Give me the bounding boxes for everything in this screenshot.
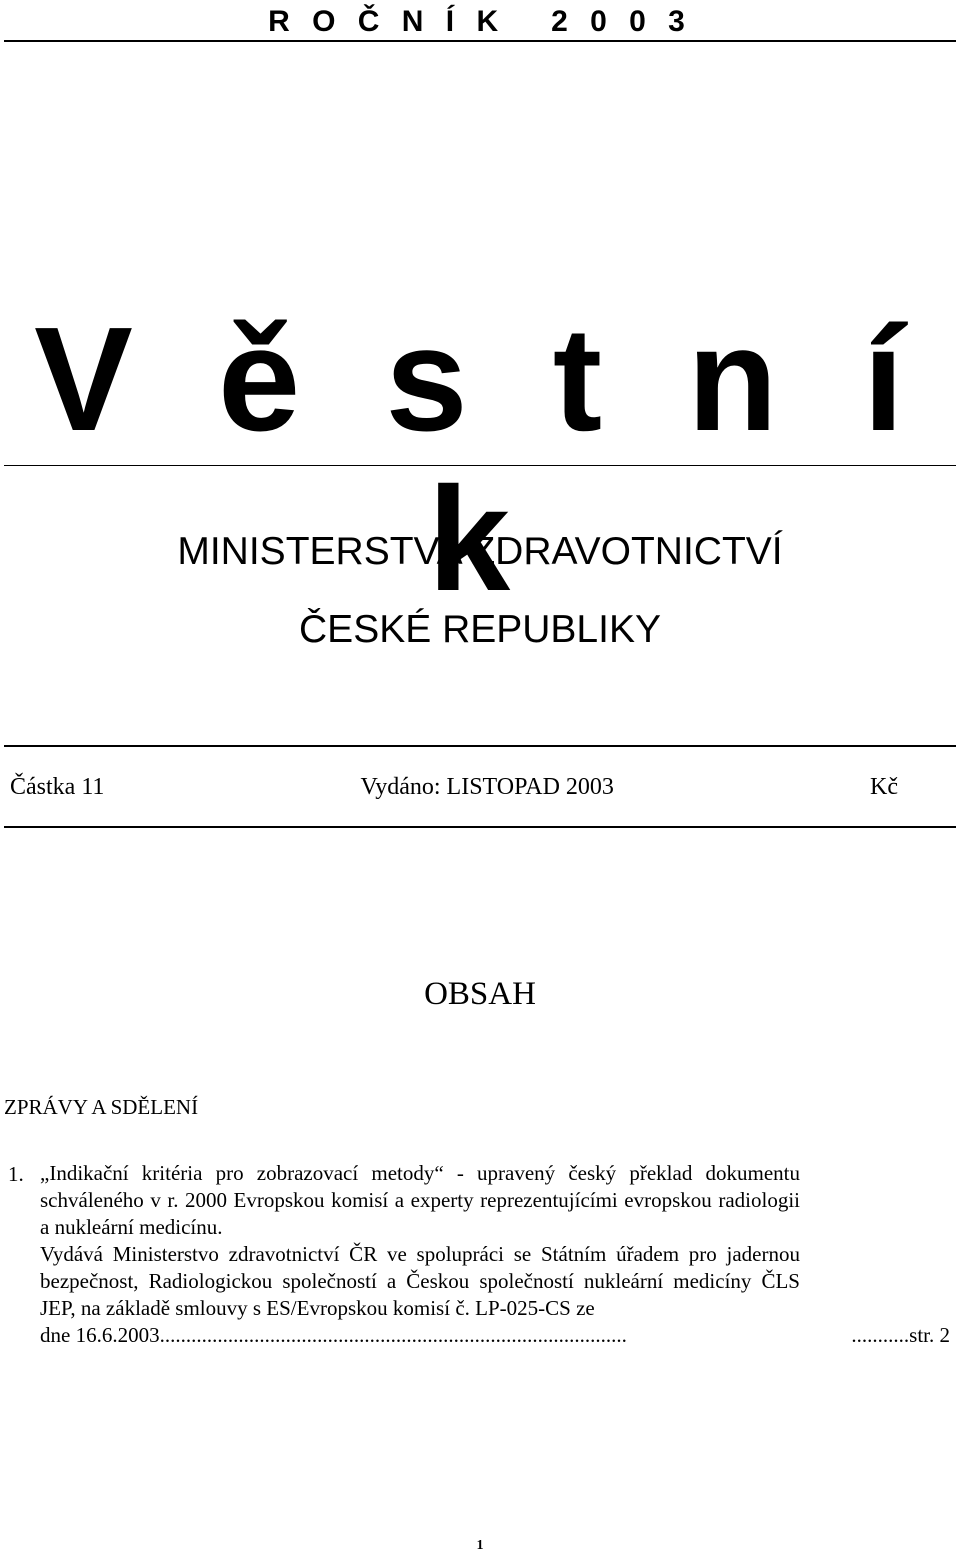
top-rule [4, 40, 956, 42]
contents-item-last-line [40, 1322, 950, 1349]
contents-item-publisher: Vydává Ministerstvo zdravotnictví ČR ve spolupráci se Státním úřadem pro jadernou bezpečnost, Radiologickou společností a Českou společností nukleární medicíny ČLS JEP, na základě smlouvy s ES/Evropskou komisí č. LP-025-CS ze [40, 1242, 800, 1320]
contents-item-page-ref: ...........str. 2 [851, 1323, 950, 1347]
volume-year: R O Č N Í K 2 0 0 3 [268, 5, 692, 38]
issue-price: Kč [870, 774, 898, 800]
issue-top-rule [4, 745, 956, 747]
masthead-title: V ě s t n í k [34, 297, 926, 622]
masthead-rule [4, 465, 956, 466]
contents-item-title: „Indikační kritéria pro zobrazovací metody“ - upravený český překlad dokumentu schváleného v r. 2000 Evropskou komisí a experty reprezentujícími evropskou radiologii a nukleární medicínu. [40, 1161, 800, 1239]
contents-heading: OBSAH [424, 976, 536, 1012]
contents-item-date: dne 16.6.2003......................................................................................... [40, 1323, 627, 1347]
issue-info-row [10, 770, 898, 804]
issue-bottom-rule [4, 826, 956, 828]
ministry-line-2: ČESKÉ REPUBLIKY [299, 608, 661, 651]
section-heading: ZPRÁVY A SDĚLENÍ [4, 1095, 199, 1119]
ministry-line-1: MINISTERSTVA ZDRAVOTNICTVÍ [177, 530, 783, 573]
contents-item [40, 1160, 950, 1349]
issue-part: Částka 11 [10, 774, 105, 800]
page-number: 1 [476, 1538, 484, 1553]
issue-date: Vydáno: LISTOPAD 2003 [360, 774, 614, 800]
contents-item-number: 1. [8, 1162, 24, 1186]
